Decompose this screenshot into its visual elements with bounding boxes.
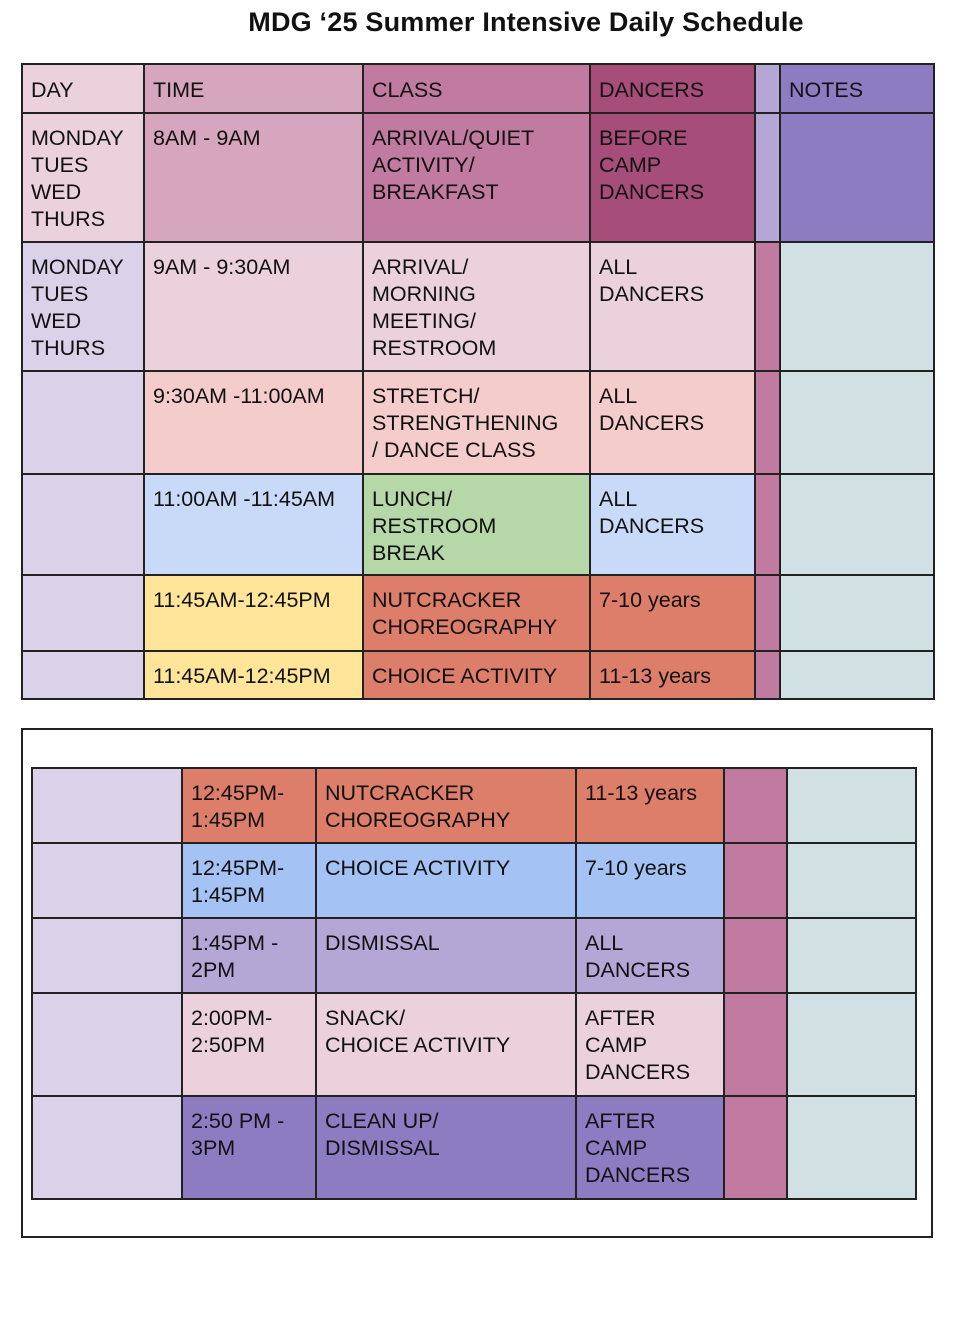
table-row <box>32 918 916 993</box>
table-row <box>22 242 934 371</box>
cell-class: NUTCRACKER CHOREOGRAPHY <box>363 575 590 651</box>
cell-notes <box>787 993 916 1096</box>
table-row <box>32 768 916 843</box>
cell-class: CLEAN UP/ DISMISSAL <box>316 1096 576 1199</box>
cell-gap <box>724 768 787 843</box>
cell-day <box>32 843 182 918</box>
cell-dancers: ALL DANCERS <box>590 371 755 474</box>
cell-gap <box>724 1096 787 1199</box>
cell-dancers: ALL DANCERS <box>590 242 755 371</box>
cell-notes <box>787 918 916 993</box>
page-title: MDG ‘25 Summer Intensive Daily Schedule <box>248 7 804 37</box>
cell-class: LUNCH/ RESTROOM BREAK <box>363 474 590 575</box>
cell-dancers: 11-13 years <box>590 651 755 699</box>
table-row <box>32 1096 916 1199</box>
cell-dancers: ALL DANCERS <box>590 474 755 575</box>
cell-class: CHOICE ACTIVITY <box>363 651 590 699</box>
cell-day <box>32 918 182 993</box>
cell-class: NUTCRACKER CHOREOGRAPHY <box>316 768 576 843</box>
cell-dancers: 7-10 years <box>590 575 755 651</box>
cell-notes <box>787 768 916 843</box>
cell-time: 9:30AM -11:00AM <box>144 371 363 474</box>
header-notes: NOTES <box>780 64 934 113</box>
cell-time: 11:00AM -11:45AM <box>144 474 363 575</box>
cell-notes <box>787 843 916 918</box>
cell-time: 8AM - 9AM <box>144 113 363 242</box>
cell-gap <box>755 242 780 371</box>
cell-dancers: ALL DANCERS <box>576 918 724 993</box>
schedule-table-part-2 <box>31 767 917 1200</box>
cell-gap <box>755 575 780 651</box>
header-dancers: DANCERS <box>590 64 755 113</box>
cell-notes <box>780 371 934 474</box>
header-day: DAY <box>22 64 144 113</box>
cell-class: ARRIVAL/QUIET ACTIVITY/ BREAKFAST <box>363 113 590 242</box>
header-class: CLASS <box>363 64 590 113</box>
cell-time: 2:00PM- 2:50PM <box>182 993 316 1096</box>
cell-time: 11:45AM-12:45PM <box>144 651 363 699</box>
cell-gap <box>755 651 780 699</box>
table-row <box>22 651 934 699</box>
cell-gap <box>724 918 787 993</box>
cell-day <box>32 1096 182 1199</box>
schedule-table-part-1 <box>21 63 935 700</box>
cell-notes <box>780 651 934 699</box>
cell-gap <box>755 474 780 575</box>
cell-class: DISMISSAL <box>316 918 576 993</box>
table-row <box>32 993 916 1096</box>
table-row <box>22 113 934 242</box>
table-row <box>22 575 934 651</box>
cell-notes <box>780 242 934 371</box>
cell-day: MONDAY TUES WED THURS <box>22 242 144 371</box>
cell-gap <box>755 113 780 242</box>
cell-day <box>32 768 182 843</box>
cell-dancers: 11-13 years <box>576 768 724 843</box>
cell-class: CHOICE ACTIVITY <box>316 843 576 918</box>
table-row <box>22 371 934 474</box>
table-row <box>22 474 934 575</box>
cell-notes <box>780 113 934 242</box>
cell-class: ARRIVAL/ MORNING MEETING/ RESTROOM <box>363 242 590 371</box>
cell-time: 2:50 PM - 3PM <box>182 1096 316 1199</box>
header-gap <box>755 64 780 113</box>
cell-notes <box>787 1096 916 1199</box>
cell-gap <box>724 843 787 918</box>
cell-gap <box>755 371 780 474</box>
cell-dancers: 7-10 years <box>576 843 724 918</box>
cell-time: 11:45AM-12:45PM <box>144 575 363 651</box>
cell-day <box>22 575 144 651</box>
cell-dancers: AFTER CAMP DANCERS <box>576 993 724 1096</box>
cell-notes <box>780 575 934 651</box>
cell-time: 12:45PM- 1:45PM <box>182 768 316 843</box>
cell-day <box>32 993 182 1096</box>
cell-class: SNACK/ CHOICE ACTIVITY <box>316 993 576 1096</box>
cell-time: 12:45PM- 1:45PM <box>182 843 316 918</box>
cell-time: 9AM - 9:30AM <box>144 242 363 371</box>
cell-day <box>22 371 144 474</box>
cell-dancers: AFTER CAMP DANCERS <box>576 1096 724 1199</box>
header-row <box>22 64 934 113</box>
cell-notes <box>780 474 934 575</box>
cell-dancers: BEFORE CAMP DANCERS <box>590 113 755 242</box>
cell-time: 1:45PM - 2PM <box>182 918 316 993</box>
cell-day: MONDAY TUES WED THURS <box>22 113 144 242</box>
cell-class: STRETCH/ STRENGTHENING / DANCE CLASS <box>363 371 590 474</box>
cell-day <box>22 474 144 575</box>
cell-gap <box>724 993 787 1096</box>
table-row <box>32 843 916 918</box>
header-time: TIME <box>144 64 363 113</box>
cell-day <box>22 651 144 699</box>
